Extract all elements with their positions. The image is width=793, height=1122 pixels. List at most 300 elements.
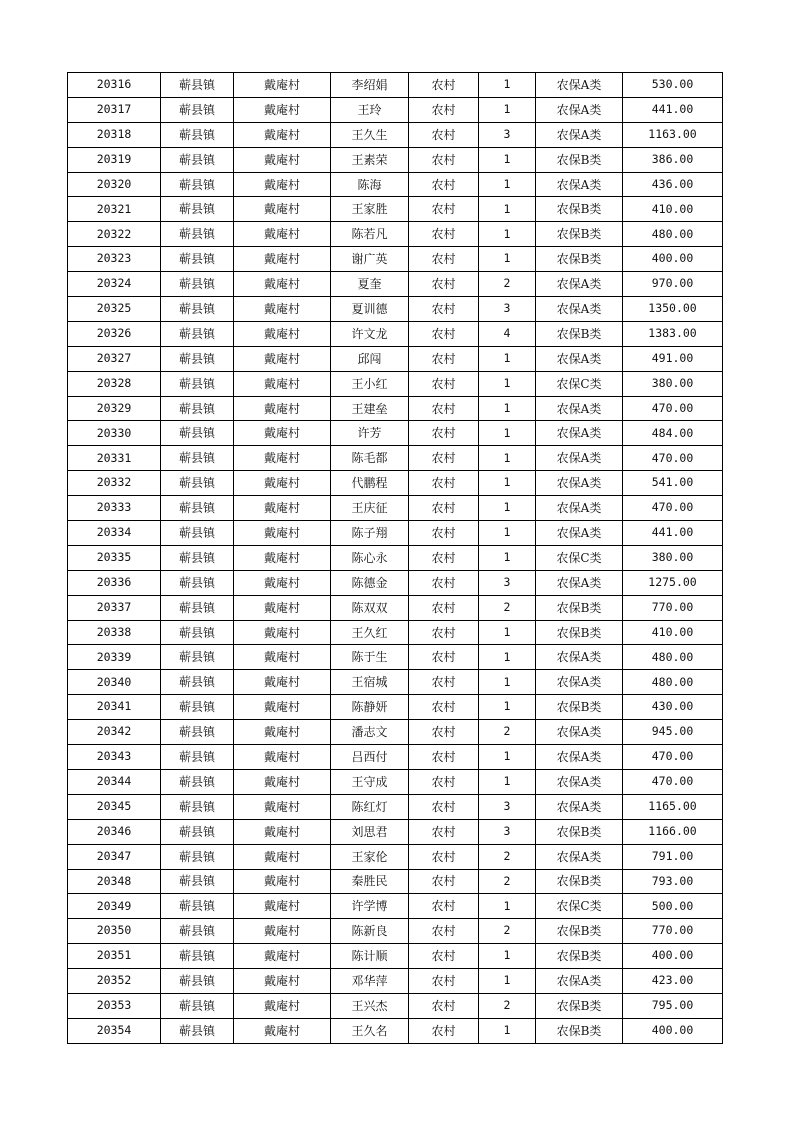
cell-id: 20324 — [68, 272, 161, 297]
cell-id: 20323 — [68, 247, 161, 272]
cell-village: 戴庵村 — [234, 272, 331, 297]
cell-name: 许芳 — [331, 421, 409, 446]
cell-family-size: 1 — [479, 620, 536, 645]
cell-name: 陈双双 — [331, 595, 409, 620]
cell-insurance-class: 农保B类 — [536, 197, 623, 222]
cell-name: 吕西付 — [331, 745, 409, 770]
cell-family-size: 1 — [479, 769, 536, 794]
table-row — [68, 620, 723, 645]
cell-household-type: 农村 — [409, 73, 479, 98]
cell-village: 戴庵村 — [234, 521, 331, 546]
cell-village: 戴庵村 — [234, 595, 331, 620]
cell-family-size: 1 — [479, 172, 536, 197]
cell-household-type: 农村 — [409, 819, 479, 844]
cell-village: 戴庵村 — [234, 321, 331, 346]
cell-household-type: 农村 — [409, 396, 479, 421]
cell-id: 20354 — [68, 1018, 161, 1043]
cell-amount: 530.00 — [623, 73, 723, 98]
table-row — [68, 695, 723, 720]
cell-town: 蕲县镇 — [161, 147, 234, 172]
cell-household-type: 农村 — [409, 272, 479, 297]
table-row — [68, 321, 723, 346]
cell-insurance-class: 农保B类 — [536, 595, 623, 620]
cell-household-type: 农村 — [409, 794, 479, 819]
cell-amount: 1165.00 — [623, 794, 723, 819]
cell-name: 陈红灯 — [331, 794, 409, 819]
cell-id: 20342 — [68, 720, 161, 745]
cell-town: 蕲县镇 — [161, 247, 234, 272]
cell-town: 蕲县镇 — [161, 645, 234, 670]
cell-insurance-class: 农保A类 — [536, 396, 623, 421]
cell-town: 蕲县镇 — [161, 919, 234, 944]
table-row — [68, 471, 723, 496]
cell-id: 20331 — [68, 446, 161, 471]
cell-amount: 410.00 — [623, 620, 723, 645]
cell-village: 戴庵村 — [234, 620, 331, 645]
cell-household-type: 农村 — [409, 894, 479, 919]
table-row — [68, 421, 723, 446]
cell-town: 蕲县镇 — [161, 321, 234, 346]
cell-family-size: 1 — [479, 97, 536, 122]
table-row — [68, 819, 723, 844]
cell-amount: 970.00 — [623, 272, 723, 297]
cell-town: 蕲县镇 — [161, 1018, 234, 1043]
cell-village: 戴庵村 — [234, 720, 331, 745]
cell-id: 20343 — [68, 745, 161, 770]
cell-amount: 793.00 — [623, 869, 723, 894]
cell-village: 戴庵村 — [234, 944, 331, 969]
cell-name: 陈海 — [331, 172, 409, 197]
cell-family-size: 1 — [479, 222, 536, 247]
cell-id: 20319 — [68, 147, 161, 172]
cell-family-size: 1 — [479, 371, 536, 396]
cell-village: 戴庵村 — [234, 919, 331, 944]
cell-household-type: 农村 — [409, 993, 479, 1018]
cell-family-size: 2 — [479, 595, 536, 620]
cell-town: 蕲县镇 — [161, 197, 234, 222]
table-row — [68, 570, 723, 595]
cell-insurance-class: 农保A类 — [536, 769, 623, 794]
cell-village: 戴庵村 — [234, 969, 331, 994]
cell-family-size: 1 — [479, 73, 536, 98]
cell-household-type: 农村 — [409, 521, 479, 546]
cell-town: 蕲县镇 — [161, 496, 234, 521]
cell-household-type: 农村 — [409, 769, 479, 794]
cell-insurance-class: 农保C类 — [536, 371, 623, 396]
cell-amount: 1275.00 — [623, 570, 723, 595]
cell-town: 蕲县镇 — [161, 695, 234, 720]
cell-household-type: 农村 — [409, 844, 479, 869]
cell-name: 秦胜民 — [331, 869, 409, 894]
cell-family-size: 2 — [479, 844, 536, 869]
cell-id: 20334 — [68, 521, 161, 546]
cell-household-type: 农村 — [409, 197, 479, 222]
cell-id: 20347 — [68, 844, 161, 869]
table-row — [68, 222, 723, 247]
cell-family-size: 1 — [479, 521, 536, 546]
cell-village: 戴庵村 — [234, 894, 331, 919]
cell-family-size: 1 — [479, 446, 536, 471]
cell-household-type: 农村 — [409, 745, 479, 770]
cell-insurance-class: 农保B类 — [536, 869, 623, 894]
cell-family-size: 2 — [479, 720, 536, 745]
cell-town: 蕲县镇 — [161, 172, 234, 197]
cell-id: 20340 — [68, 670, 161, 695]
table-row — [68, 272, 723, 297]
cell-id: 20352 — [68, 969, 161, 994]
cell-village: 戴庵村 — [234, 421, 331, 446]
cell-village: 戴庵村 — [234, 745, 331, 770]
cell-insurance-class: 农保B类 — [536, 919, 623, 944]
cell-insurance-class: 农保A类 — [536, 73, 623, 98]
table-row — [68, 371, 723, 396]
cell-insurance-class: 农保B类 — [536, 993, 623, 1018]
cell-id: 20353 — [68, 993, 161, 1018]
cell-family-size: 1 — [479, 670, 536, 695]
cell-town: 蕲县镇 — [161, 446, 234, 471]
cell-town: 蕲县镇 — [161, 745, 234, 770]
cell-id: 20318 — [68, 122, 161, 147]
cell-household-type: 农村 — [409, 297, 479, 322]
cell-village: 戴庵村 — [234, 794, 331, 819]
cell-name: 陈德金 — [331, 570, 409, 595]
cell-amount: 441.00 — [623, 97, 723, 122]
cell-village: 戴庵村 — [234, 496, 331, 521]
cell-name: 陈静妍 — [331, 695, 409, 720]
table-row — [68, 97, 723, 122]
cell-village: 戴庵村 — [234, 172, 331, 197]
cell-household-type: 农村 — [409, 147, 479, 172]
table-row — [68, 993, 723, 1018]
table-row — [68, 147, 723, 172]
cell-amount: 491.00 — [623, 346, 723, 371]
cell-village: 戴庵村 — [234, 844, 331, 869]
cell-household-type: 农村 — [409, 595, 479, 620]
cell-name: 夏训德 — [331, 297, 409, 322]
cell-id: 20320 — [68, 172, 161, 197]
cell-id: 20332 — [68, 471, 161, 496]
cell-household-type: 农村 — [409, 1018, 479, 1043]
cell-insurance-class: 农保B类 — [536, 147, 623, 172]
cell-town: 蕲县镇 — [161, 346, 234, 371]
table-row — [68, 172, 723, 197]
cell-name: 谢广英 — [331, 247, 409, 272]
cell-village: 戴庵村 — [234, 471, 331, 496]
table-row — [68, 720, 723, 745]
cell-family-size: 1 — [479, 944, 536, 969]
cell-insurance-class: 农保B类 — [536, 1018, 623, 1043]
cell-amount: 791.00 — [623, 844, 723, 869]
cell-amount: 470.00 — [623, 496, 723, 521]
cell-family-size: 1 — [479, 147, 536, 172]
cell-town: 蕲县镇 — [161, 844, 234, 869]
cell-name: 潘志文 — [331, 720, 409, 745]
cell-amount: 1166.00 — [623, 819, 723, 844]
cell-amount: 386.00 — [623, 147, 723, 172]
cell-id: 20329 — [68, 396, 161, 421]
cell-name: 陈心永 — [331, 545, 409, 570]
cell-town: 蕲县镇 — [161, 297, 234, 322]
cell-amount: 480.00 — [623, 670, 723, 695]
cell-name: 许文龙 — [331, 321, 409, 346]
cell-village: 戴庵村 — [234, 570, 331, 595]
cell-family-size: 2 — [479, 869, 536, 894]
cell-name: 王久生 — [331, 122, 409, 147]
cell-insurance-class: 农保A类 — [536, 297, 623, 322]
cell-amount: 945.00 — [623, 720, 723, 745]
cell-insurance-class: 农保B类 — [536, 321, 623, 346]
cell-insurance-class: 农保B类 — [536, 620, 623, 645]
cell-amount: 430.00 — [623, 695, 723, 720]
cell-name: 夏奎 — [331, 272, 409, 297]
cell-village: 戴庵村 — [234, 645, 331, 670]
cell-town: 蕲县镇 — [161, 819, 234, 844]
cell-village: 戴庵村 — [234, 993, 331, 1018]
cell-id: 20330 — [68, 421, 161, 446]
cell-amount: 470.00 — [623, 769, 723, 794]
cell-insurance-class: 农保A类 — [536, 521, 623, 546]
table-row — [68, 73, 723, 98]
table-row — [68, 844, 723, 869]
cell-name: 王家胜 — [331, 197, 409, 222]
cell-town: 蕲县镇 — [161, 969, 234, 994]
cell-family-size: 2 — [479, 272, 536, 297]
cell-village: 戴庵村 — [234, 869, 331, 894]
cell-village: 戴庵村 — [234, 1018, 331, 1043]
cell-household-type: 农村 — [409, 695, 479, 720]
table-row — [68, 595, 723, 620]
cell-household-type: 农村 — [409, 496, 479, 521]
cell-village: 戴庵村 — [234, 73, 331, 98]
cell-family-size: 1 — [479, 894, 536, 919]
cell-id: 20338 — [68, 620, 161, 645]
cell-town: 蕲县镇 — [161, 894, 234, 919]
cell-family-size: 2 — [479, 993, 536, 1018]
cell-household-type: 农村 — [409, 321, 479, 346]
cell-name: 王久名 — [331, 1018, 409, 1043]
cell-name: 陈毛都 — [331, 446, 409, 471]
cell-name: 王素荣 — [331, 147, 409, 172]
cell-id: 20350 — [68, 919, 161, 944]
cell-name: 王久红 — [331, 620, 409, 645]
cell-family-size: 1 — [479, 197, 536, 222]
cell-insurance-class: 农保A类 — [536, 272, 623, 297]
cell-town: 蕲县镇 — [161, 222, 234, 247]
cell-village: 戴庵村 — [234, 247, 331, 272]
cell-id: 20336 — [68, 570, 161, 595]
table-row — [68, 346, 723, 371]
cell-town: 蕲县镇 — [161, 471, 234, 496]
cell-household-type: 农村 — [409, 421, 479, 446]
cell-household-type: 农村 — [409, 222, 479, 247]
cell-family-size: 1 — [479, 645, 536, 670]
cell-insurance-class: 农保C类 — [536, 894, 623, 919]
cell-id: 20316 — [68, 73, 161, 98]
cell-amount: 470.00 — [623, 396, 723, 421]
cell-insurance-class: 农保B类 — [536, 247, 623, 272]
cell-amount: 470.00 — [623, 446, 723, 471]
cell-insurance-class: 农保A类 — [536, 645, 623, 670]
cell-town: 蕲县镇 — [161, 993, 234, 1018]
table-row — [68, 969, 723, 994]
cell-family-size: 1 — [479, 1018, 536, 1043]
cell-household-type: 农村 — [409, 446, 479, 471]
cell-household-type: 农村 — [409, 247, 479, 272]
cell-family-size: 3 — [479, 794, 536, 819]
cell-town: 蕲县镇 — [161, 944, 234, 969]
cell-id: 20327 — [68, 346, 161, 371]
cell-insurance-class: 农保A类 — [536, 745, 623, 770]
table-row — [68, 869, 723, 894]
cell-town: 蕲县镇 — [161, 794, 234, 819]
cell-village: 戴庵村 — [234, 197, 331, 222]
cell-family-size: 1 — [479, 421, 536, 446]
cell-amount: 410.00 — [623, 197, 723, 222]
table-row — [68, 670, 723, 695]
cell-amount: 441.00 — [623, 521, 723, 546]
cell-insurance-class: 农保C类 — [536, 545, 623, 570]
cell-village: 戴庵村 — [234, 396, 331, 421]
cell-amount: 480.00 — [623, 645, 723, 670]
cell-name: 陈计顺 — [331, 944, 409, 969]
cell-household-type: 农村 — [409, 371, 479, 396]
cell-household-type: 农村 — [409, 122, 479, 147]
cell-town: 蕲县镇 — [161, 371, 234, 396]
cell-household-type: 农村 — [409, 969, 479, 994]
cell-town: 蕲县镇 — [161, 545, 234, 570]
cell-town: 蕲县镇 — [161, 73, 234, 98]
cell-village: 戴庵村 — [234, 695, 331, 720]
cell-amount: 480.00 — [623, 222, 723, 247]
cell-town: 蕲县镇 — [161, 570, 234, 595]
table-row — [68, 496, 723, 521]
cell-insurance-class: 农保A类 — [536, 720, 623, 745]
cell-insurance-class: 农保A类 — [536, 122, 623, 147]
cell-household-type: 农村 — [409, 346, 479, 371]
table-row — [68, 297, 723, 322]
table-row — [68, 794, 723, 819]
cell-name: 王家伦 — [331, 844, 409, 869]
cell-town: 蕲县镇 — [161, 720, 234, 745]
cell-amount: 1163.00 — [623, 122, 723, 147]
cell-insurance-class: 农保B类 — [536, 695, 623, 720]
cell-family-size: 1 — [479, 969, 536, 994]
cell-village: 戴庵村 — [234, 147, 331, 172]
cell-amount: 423.00 — [623, 969, 723, 994]
subsidy-table — [67, 72, 723, 1044]
cell-insurance-class: 农保A类 — [536, 844, 623, 869]
cell-household-type: 农村 — [409, 545, 479, 570]
cell-village: 戴庵村 — [234, 769, 331, 794]
cell-id: 20322 — [68, 222, 161, 247]
cell-name: 陈新良 — [331, 919, 409, 944]
cell-family-size: 3 — [479, 297, 536, 322]
cell-household-type: 农村 — [409, 471, 479, 496]
cell-name: 陈于生 — [331, 645, 409, 670]
cell-id: 20337 — [68, 595, 161, 620]
cell-town: 蕲县镇 — [161, 122, 234, 147]
cell-village: 戴庵村 — [234, 97, 331, 122]
cell-id: 20346 — [68, 819, 161, 844]
cell-household-type: 农村 — [409, 919, 479, 944]
table-row — [68, 197, 723, 222]
cell-amount: 400.00 — [623, 247, 723, 272]
cell-name: 王宿城 — [331, 670, 409, 695]
cell-amount: 470.00 — [623, 745, 723, 770]
cell-town: 蕲县镇 — [161, 272, 234, 297]
cell-id: 20328 — [68, 371, 161, 396]
table-row — [68, 1018, 723, 1043]
cell-family-size: 1 — [479, 396, 536, 421]
cell-family-size: 2 — [479, 919, 536, 944]
cell-family-size: 3 — [479, 819, 536, 844]
cell-household-type: 农村 — [409, 172, 479, 197]
cell-town: 蕲县镇 — [161, 670, 234, 695]
cell-village: 戴庵村 — [234, 346, 331, 371]
cell-town: 蕲县镇 — [161, 595, 234, 620]
cell-town: 蕲县镇 — [161, 869, 234, 894]
cell-id: 20321 — [68, 197, 161, 222]
cell-insurance-class: 农保A类 — [536, 346, 623, 371]
cell-id: 20341 — [68, 695, 161, 720]
cell-name: 王小红 — [331, 371, 409, 396]
cell-amount: 380.00 — [623, 371, 723, 396]
cell-village: 戴庵村 — [234, 122, 331, 147]
cell-village: 戴庵村 — [234, 297, 331, 322]
cell-id: 20326 — [68, 321, 161, 346]
cell-family-size: 1 — [479, 496, 536, 521]
cell-household-type: 农村 — [409, 97, 479, 122]
cell-id: 20339 — [68, 645, 161, 670]
cell-village: 戴庵村 — [234, 819, 331, 844]
cell-name: 王玲 — [331, 97, 409, 122]
cell-insurance-class: 农保A类 — [536, 670, 623, 695]
cell-amount: 500.00 — [623, 894, 723, 919]
cell-name: 许学博 — [331, 894, 409, 919]
table-row — [68, 745, 723, 770]
cell-family-size: 1 — [479, 745, 536, 770]
table-row — [68, 894, 723, 919]
cell-town: 蕲县镇 — [161, 769, 234, 794]
cell-insurance-class: 农保A类 — [536, 969, 623, 994]
cell-village: 戴庵村 — [234, 670, 331, 695]
cell-town: 蕲县镇 — [161, 97, 234, 122]
cell-insurance-class: 农保B类 — [536, 819, 623, 844]
cell-id: 20349 — [68, 894, 161, 919]
cell-insurance-class: 农保A类 — [536, 172, 623, 197]
cell-village: 戴庵村 — [234, 371, 331, 396]
table-row — [68, 545, 723, 570]
cell-name: 邱闯 — [331, 346, 409, 371]
cell-family-size: 1 — [479, 471, 536, 496]
table-row — [68, 521, 723, 546]
cell-family-size: 4 — [479, 321, 536, 346]
cell-family-size: 3 — [479, 570, 536, 595]
cell-insurance-class: 农保B类 — [536, 222, 623, 247]
table-row — [68, 396, 723, 421]
cell-insurance-class: 农保A类 — [536, 794, 623, 819]
cell-insurance-class: 农保A类 — [536, 446, 623, 471]
cell-name: 王建垒 — [331, 396, 409, 421]
cell-id: 20335 — [68, 545, 161, 570]
cell-family-size: 1 — [479, 346, 536, 371]
cell-amount: 1350.00 — [623, 297, 723, 322]
cell-insurance-class: 农保A类 — [536, 471, 623, 496]
cell-id: 20348 — [68, 869, 161, 894]
cell-household-type: 农村 — [409, 645, 479, 670]
cell-insurance-class: 农保A类 — [536, 421, 623, 446]
cell-household-type: 农村 — [409, 869, 479, 894]
